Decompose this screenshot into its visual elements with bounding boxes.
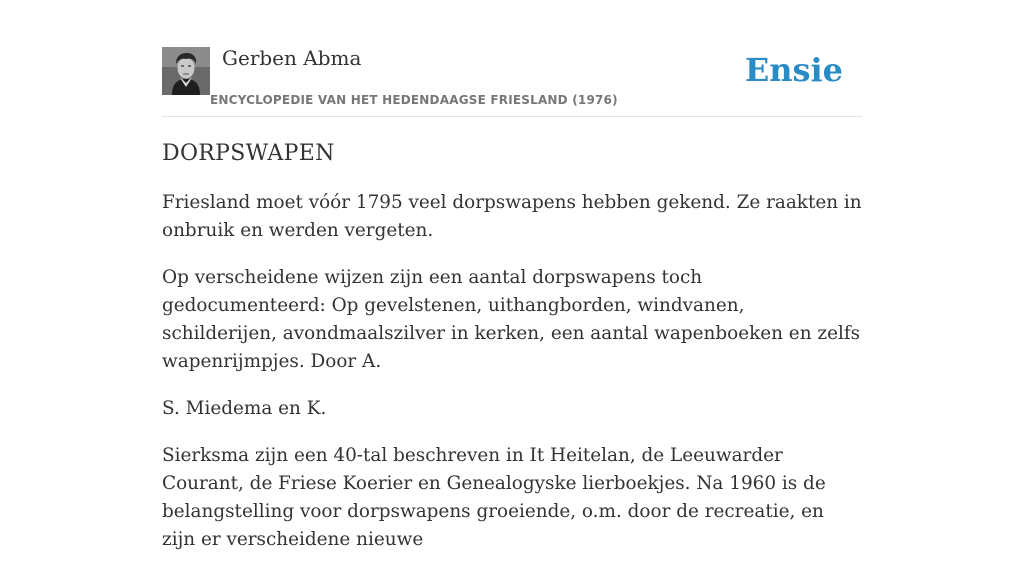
article xyxy=(162,138,862,573)
source-label[interactable]: ENCYCLOPEDIE VAN HET HEDENDAAGSE FRIESLAND (1976) xyxy=(210,93,618,107)
page-header xyxy=(162,46,862,117)
article-title: DORPSWAPEN xyxy=(162,141,335,166)
brand-logo[interactable]: Ensie xyxy=(744,51,843,89)
article-paragraph: Sierksma zijn een 40-tal beschreven in It Heitelan, de Leeuwarder Courant, de Friese Koerier en Genealogyske lierboekjes. Na 1960 is de belangstelling voor dorpswapens groeiende, o.m. door de recreatie, en zijn er verscheidene nieuwe xyxy=(162,445,826,550)
author-name[interactable]: Gerben Abma xyxy=(222,46,362,70)
author-portrait-icon xyxy=(162,47,210,95)
article-paragraph: S. Miedema en K. xyxy=(162,398,327,419)
avatar[interactable] xyxy=(162,47,210,95)
article-paragraph: Op verscheidene wijzen zijn een aantal dorpswapens toch gedocumenteerd: Op gevelstenen, uithangborden, windvanen, schilderijen, avondmaalszilver in kerken, een aantal wapenboeken en zelfs wapenrijmpjes. Door A. xyxy=(162,267,861,372)
article-paragraph: Friesland moet vóór 1795 veel dorpswapens hebben gekend. Ze raakten in onbruik en werden vergeten. xyxy=(162,192,862,241)
